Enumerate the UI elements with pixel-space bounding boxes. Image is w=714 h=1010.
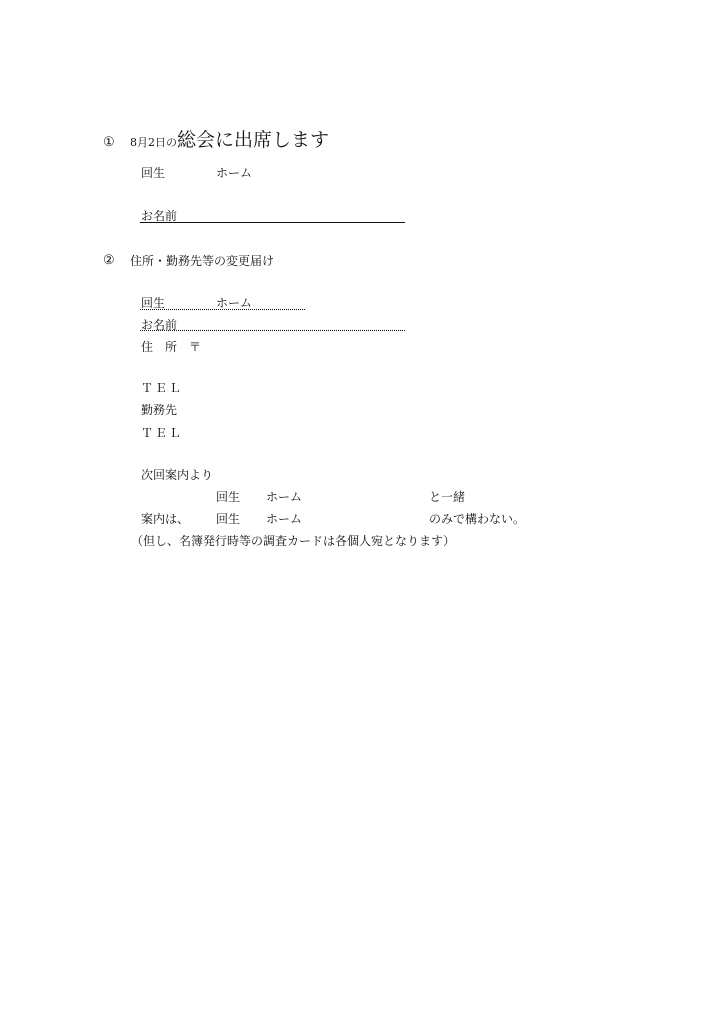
section1-home-label: ホーム (216, 166, 253, 180)
notice-row2-prefix: 案内は、 (141, 512, 190, 526)
section1-kai-label: 回生 (141, 166, 166, 180)
section1-title-prefix: 8月2日の (130, 136, 177, 149)
section2-title: 住所・勤務先等の変更届け (130, 254, 275, 268)
notice-line1: 次回案内より (141, 468, 214, 482)
notice-row1-kai: 回生 (216, 490, 241, 504)
notice-note: （但し、名簿発行時等の調査カードは各個人宛となります） (131, 534, 456, 548)
section2-address-label: 住 所 〒 (141, 340, 202, 354)
section2-number: ② (103, 253, 115, 268)
section1-title (130, 131, 329, 150)
section1-name-label: お名前 (141, 209, 178, 223)
notice-row2-kai: 回生 (216, 512, 241, 526)
notice-row1-home: ホーム (266, 490, 303, 504)
section2-tel-label-1: ＴＥＬ (141, 381, 184, 395)
notice-row2-suffix: のみで構わない。 (429, 512, 526, 526)
section2-tel-label-2: ＴＥＬ (141, 426, 184, 440)
notice-row2-home: ホーム (266, 512, 303, 526)
notice-row1-suffix: と一緒 (429, 490, 466, 504)
section1-number: ① (103, 135, 115, 150)
section2-kai-label: 回生 (141, 296, 166, 310)
section1-title-main: 総会に出席します (177, 129, 330, 151)
section2-class-field[interactable] (140, 309, 305, 310)
section2-home-label: ホーム (216, 296, 253, 310)
section2-name-field[interactable] (140, 330, 405, 331)
section1-name-field[interactable] (140, 222, 405, 223)
section2-workplace-label: 勤務先 (141, 403, 178, 417)
section2-name-label: お名前 (141, 318, 178, 332)
